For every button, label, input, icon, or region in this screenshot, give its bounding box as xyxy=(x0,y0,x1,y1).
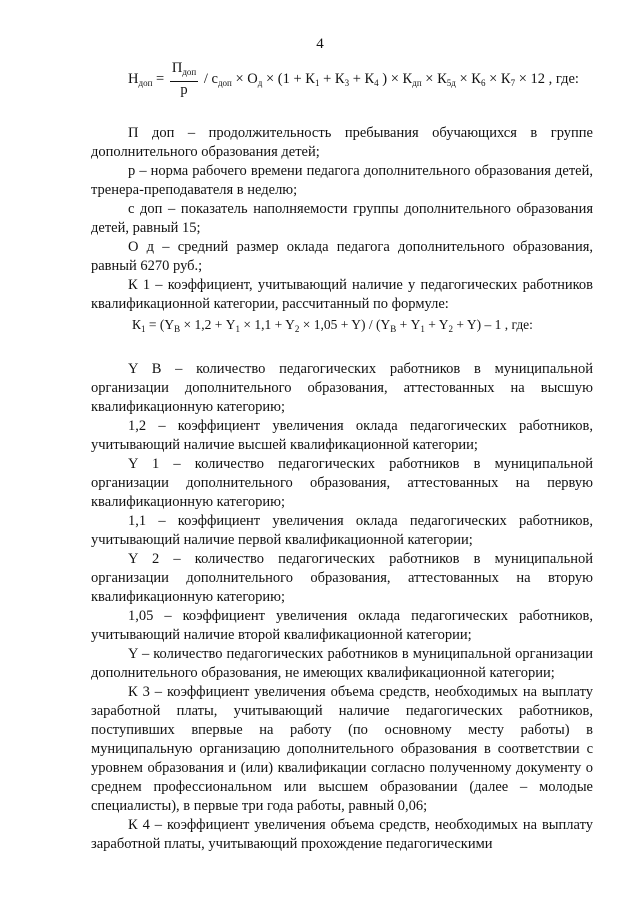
formula-term: × 12 , где: xyxy=(518,70,579,87)
definition-paragraph: 1,2 – коэффициент увеличения оклада педагогических работников, учитывающий наличие высшей квалификационной категории; xyxy=(91,418,593,453)
definition-paragraph: К 4 – коэффициент увеличения объема средств, необходимых на выплату заработной платы, учитывающий прохождение педагогическими xyxy=(91,817,593,852)
k1-formula: $К_1 = (Y_В \times 1,2 + Y_1 \times 1,1 + Y_2 \times 1,05 + Y) / (Y_В + Y_1 + Y_2 + Y) - 1$ , где: xyxy=(132,317,533,334)
definition-paragraph: с доп – показатель наполняемости группы дополнительного образования детей, равный 15; xyxy=(91,201,593,236)
definition-paragraph: 1,05 – коэффициент увеличения оклада педагогических работников, учитывающий наличие второй квалификационной категории; xyxy=(91,608,593,643)
definitions-block-2 xyxy=(91,360,593,854)
definition-paragraph: К 1 – коэффициент, учитывающий наличие у педагогических работников квалификационной категории, рассчитанный по формуле: xyxy=(91,277,593,312)
formula-fraction xyxy=(170,60,198,99)
formula-term: / с xyxy=(203,70,218,87)
definition-paragraph: О д – средний размер оклада педагога дополнительного образования, равный 6270 руб.; xyxy=(91,239,593,274)
definition-paragraph: К 3 – коэффициент увеличения объема средств, необходимых на выплату заработной платы, учитывающий наличие педагогических работников, поступивших впервые на работу (по основному месту работы) в муниципальную организацию дополнительного образования в соответствии с уровнем образования и (или) квалификации согласно полученному документу о среднем профессиональном или высшем образовании (далее – молодые специалисты), в первые три года работы, равный 0,06; xyxy=(91,684,593,814)
definition-paragraph: 1,1 – коэффициент увеличения оклада педагогических работников, учитывающий наличие первой квалификационной категории; xyxy=(91,513,593,548)
formula-term: × К xyxy=(459,70,481,87)
formula-subscript: 3 xyxy=(344,77,350,88)
formula-subscript: доп xyxy=(138,77,153,88)
fraction-numerator: $П_{доп}$ xyxy=(170,60,198,82)
definition-paragraph: П доп – продолжительность пребывания обучающихся в группе дополнительного образования детей; xyxy=(91,125,593,160)
salary-formula xyxy=(128,60,579,99)
definition-paragraph: р – норма рабочего времени педагога дополнительного образования детей, тренера-преподавателя в неделю; xyxy=(91,163,593,198)
formula-subscript: 5д xyxy=(446,77,456,88)
definition-paragraph: Y 2 – количество педагогических работников в муниципальной организации дополнительного образования, аттестованных на вторую квалификационную категорию; xyxy=(91,551,593,605)
formula-subscript: 4 xyxy=(374,77,379,88)
formula-term: + К xyxy=(323,70,345,87)
formula-term: × К xyxy=(489,70,511,87)
formula-term: ) × К xyxy=(382,70,413,87)
formula-subscript: 7 xyxy=(510,77,516,88)
formula-term: = xyxy=(156,70,165,87)
formula-subscript: 1 xyxy=(314,77,320,88)
definition-paragraph: Y – количество педагогических работников в муниципальной организации дополнительного образования, не имеющих квалификационной категории; xyxy=(91,646,593,681)
formula-subscript: дп xyxy=(412,77,422,88)
definition-paragraph: Y 1 – количество педагогических работников в муниципальной организации дополнительного образования, аттестованных на первую квалификационную категорию; xyxy=(91,456,593,510)
formula-subscript: 6 xyxy=(480,77,486,88)
page-number: 4 xyxy=(316,36,324,52)
formula-term: × К xyxy=(425,70,447,87)
definition-paragraph: Y В – количество педагогических работников в муниципальной организации дополнительного образования, аттестованных на высшую квалификационную категорию; xyxy=(91,361,593,415)
formula-subscript: доп xyxy=(217,77,232,88)
fraction-denominator: р xyxy=(180,82,188,98)
formula-subscript: д xyxy=(257,77,263,88)
formula-term: Н xyxy=(128,70,139,87)
definitions-block-1 xyxy=(91,124,593,314)
formula-term: × О xyxy=(235,70,258,87)
formula-term: × (1 + К xyxy=(265,70,315,87)
formula-term: + К xyxy=(352,70,375,87)
